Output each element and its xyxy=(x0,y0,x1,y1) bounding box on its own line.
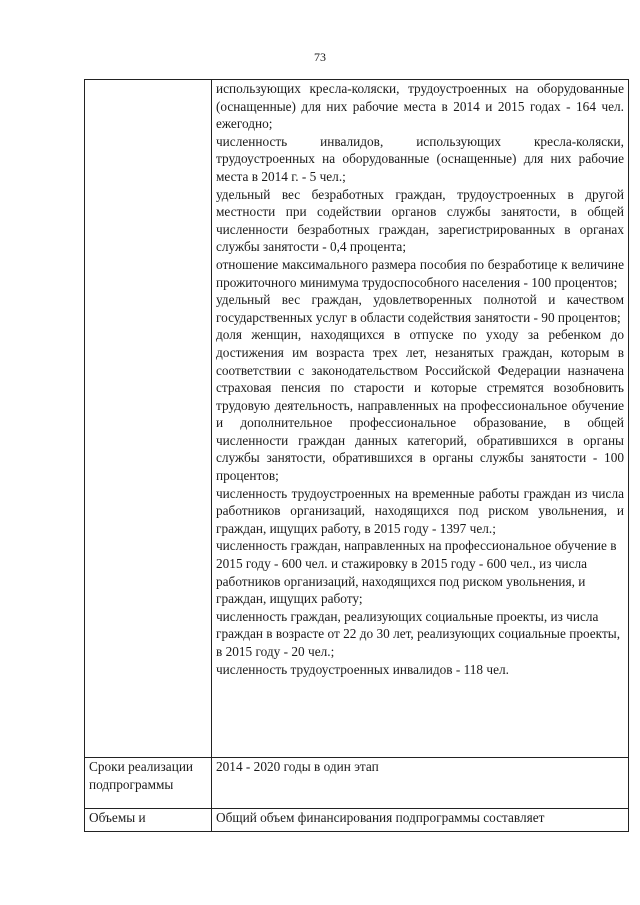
indicator-item: численность граждан, реализующих социальные проекты, из числа граждан в возрасте от 22 до 30 лет, реализующих социальные проекты, в 2015 году - 20 чел.; xyxy=(216,608,621,659)
indicator-item: численность трудоустроенных инвалидов - 118 чел. xyxy=(216,661,509,677)
timing-value: 2014 - 2020 годы в один этап xyxy=(216,759,379,774)
timing-label-cell xyxy=(85,758,212,809)
indicator-item: удельный вес безработных граждан, трудоустроенных в другой местности при содействии органов службы занятости, в общей численности безработных граждан, зарегистрированных в органах службы занятости - 0,4 процента; xyxy=(216,186,624,255)
indicator-item: использующих кресла-коляски, трудоустроенных на оборудованные (оснащенные) для них рабочие места в 2014 и 2015 годах - 164 чел. ежегодно; xyxy=(216,81,624,132)
volume-label-cell xyxy=(85,809,212,832)
volume-label: Объемы и xyxy=(89,810,146,825)
indicators-value-cell xyxy=(212,80,629,758)
indicators-label-cell xyxy=(85,80,212,758)
indicator-item: численность инвалидов, использующих кресла-коляски, трудоустроенных на оборудованные (оснащенные) для них рабочие места в 2014 г. - 5 чел.; xyxy=(216,133,624,184)
volume-value: Общий объем финансирования подпрограммы составляет xyxy=(216,810,545,825)
indicator-item: численность трудоустроенных на временные работы граждан из числа работников организаций, находящихся под риском увольнения, и граждан, ищущих работу, в 2015 году - 1397 чел.; xyxy=(216,485,624,536)
indicator-item: доля женщин, находящихся в отпуске по уходу за ребенком до достижения им возраста трех лет, незанятых граждан, которым в соответствии с законодательством Российской Федерации назначена страховая пенсия по старости и которые стремятся возобновить трудовую деятельность, направленных на профессиональное обучение и дополнительное профессиональное образование, в общей численности граждан данных категорий, обратившихся в органы службы занятости, обратившихся в органы службы занятости - 100 процентов; xyxy=(216,327,624,484)
page-number: 73 xyxy=(314,50,326,64)
table-row-indicators xyxy=(85,80,629,758)
timing-value-cell xyxy=(212,758,629,809)
volume-value-cell xyxy=(212,809,629,832)
table-row-volume xyxy=(85,809,629,832)
indicator-item: удельный вес граждан, удовлетворенных полнотой и качеством государственных услуг в области содействия занятости - 90 процентов; xyxy=(216,292,624,325)
indicator-item: численность граждан, направленных на профессиональное обучение в 2015 году - 600 чел. и стажировку в 2015 году - 600 чел., из числа работников организаций, находящихся под риском увольнения, и граждан, ищущих работу; xyxy=(216,538,617,607)
timing-label: Сроки реализации подпрограммы xyxy=(89,759,194,792)
indicator-item: отношение максимального размера пособия по безработице к величине прожиточного минимума трудоспособного населения - 100 процентов; xyxy=(216,256,624,290)
table-row-timing xyxy=(85,758,629,809)
subprogram-passport-table xyxy=(84,79,629,832)
